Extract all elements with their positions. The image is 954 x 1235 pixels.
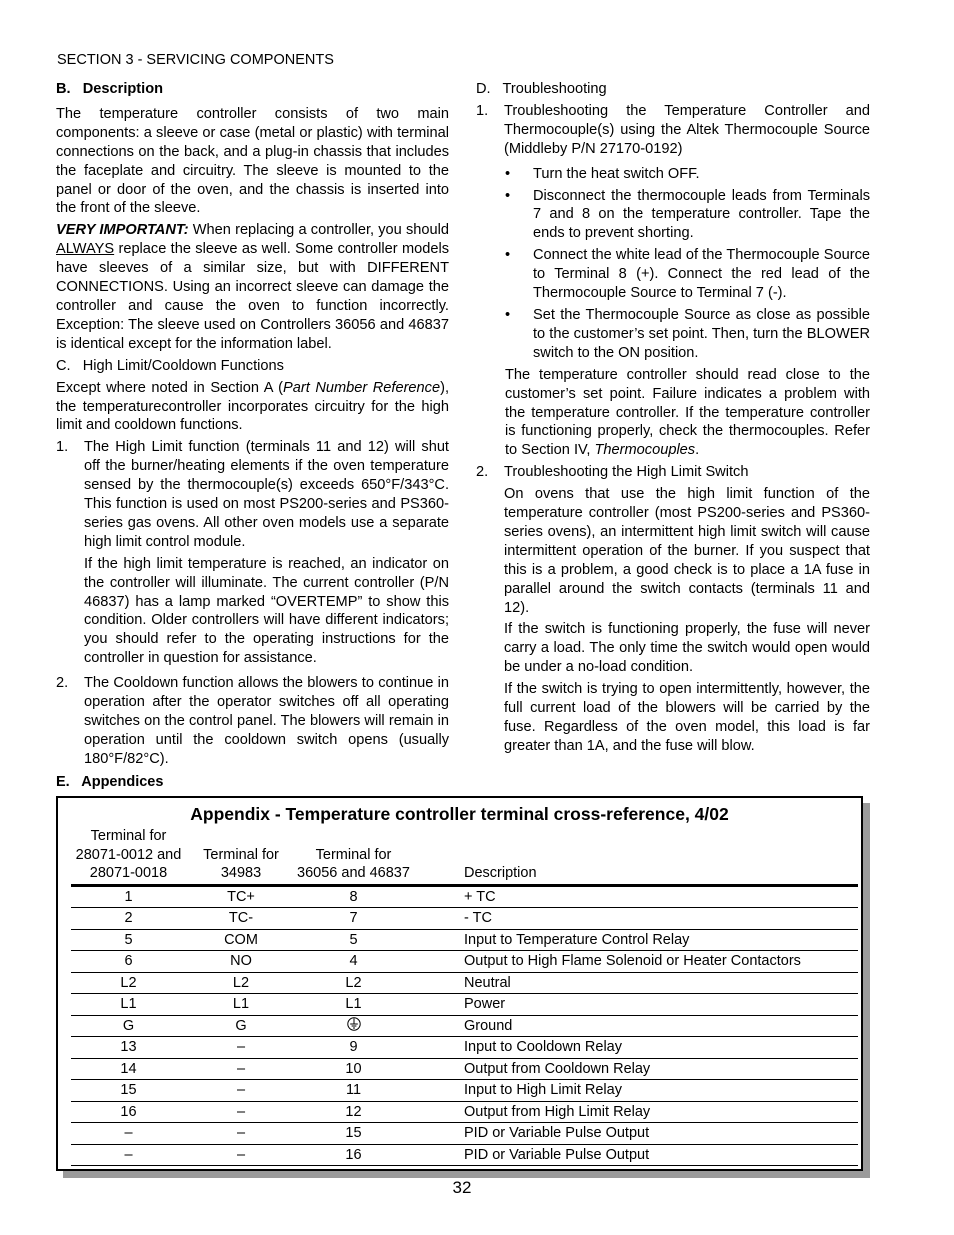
table-row: 1 TC+ 8 + TC	[71, 885, 858, 908]
high-limit-switch-paragraph-1: On ovens that use the high limit function of the temperature controller (most PS200-series and PS360-series ovens), an intermittent high limit switch will cause intermittent operation of the burner. If you suspect that this is a problem, a good check is to place a 1A fuse in parallel around the switch contacts (terminals 11 and 12).	[504, 486, 870, 616]
bullet-icon: •	[505, 165, 511, 182]
ground-icon	[347, 1017, 361, 1035]
column-header: Terminal for 36056 and 46837	[296, 827, 411, 885]
bullet-icon: •	[505, 306, 511, 323]
table-row: – – 15 PID or Variable Pulse Output	[71, 1123, 858, 1145]
troubleshooting-item-1	[476, 102, 870, 162]
troubleshooting-steps	[476, 165, 870, 363]
table-body	[71, 885, 858, 1166]
high-limit-paragraph-2: If the high limit temperature is reached, an indicator on the controller will illuminate. The current controller (P/N 46837) has a lamp marked “OVERTEMP” to show this condition. Older controllers will have different indicators; you should refer to the operating instructions for the controller in question for assistance.	[84, 555, 449, 667]
table-row: 5 COM 5 Input to Temperature Control Relay	[71, 929, 858, 951]
description-paragraph: The temperature controller consists of two main components: a sleeve or case (metal or plastic) with terminal connections on the back, and a plug-in chassis that includes the faceplate and circuitry. The sleeve is mounted to the panel or door of the oven, and the chassis is inserted into the front of the sleeve.	[56, 105, 449, 217]
very-important-paragraph	[56, 221, 449, 353]
right-column	[476, 80, 870, 762]
table-row: 15 – 11 Input to High Limit Relay	[71, 1080, 858, 1102]
cross-reference-table	[71, 827, 858, 1166]
intro-text-2: ), the temperaturecontroller incorporates circuitry for the high limit and cooldown functions.	[56, 379, 449, 434]
table-row: L1 L1 L1 Power	[71, 994, 858, 1016]
column-header: Description	[411, 827, 858, 885]
list-item: • Set the Thermocouple Source as close as possible to the customer’s set point. Then, turn the BLOWER switch to the ON position.	[505, 306, 870, 361]
troubleshooting-item-2	[476, 463, 870, 759]
table-header-row	[71, 827, 858, 885]
bullet-icon: •	[505, 187, 511, 204]
very-important-text-2: replace the sleeve as well. Some controller models have sleeves of a similar size, but with DIFFERENT CONNECTIONS. Using an incorrect sleeve can damage the controller and cause the oven to function incorrectly. Exception: The sleeve used on Controllers 36056 and 46837 is identical except for the information label.	[56, 241, 449, 352]
appendix-box	[56, 796, 863, 1171]
bullet-icon: •	[505, 247, 511, 264]
table-row: G G Ground	[71, 1015, 858, 1037]
left-column	[56, 80, 449, 775]
thermocouples-reference: Thermocouples	[594, 442, 696, 459]
appendices-heading: E. Appendices	[56, 774, 164, 790]
high-limit-item	[56, 438, 449, 671]
ground-cell	[296, 1015, 411, 1037]
troubleshooting-heading: D. Troubleshooting	[476, 81, 607, 97]
high-limit-heading: C. High Limit/Cooldown Functions	[56, 357, 284, 374]
item-number: 2.	[476, 464, 489, 481]
column-header: Terminal for 28071-0012 and 28071-0018	[71, 827, 186, 885]
list-item: • Turn the heat switch OFF.	[505, 165, 700, 182]
part-number-reference: Part Number Reference	[283, 379, 441, 396]
high-limit-paragraph-1: The High Limit function (terminals 11 and 12) will shut off the burner/heating elements if the oven temperature sensed by the thermocouple(s) exceeds 650°F/343°C. This function is used on most PS200-series and PS360-series gas ovens. All other oven models use a separate high limit control module.	[84, 439, 449, 550]
cooldown-item	[56, 674, 449, 772]
table-row: 2 TC- 7 - TC	[71, 908, 858, 930]
table-row: 13 – 9 Input to Cooldown Relay	[71, 1037, 858, 1059]
table-row: 6 NO 4 Output to High Flame Solenoid or Heater Contactors	[71, 951, 858, 973]
table-row: – – 16 PID or Variable Pulse Output	[71, 1144, 858, 1166]
list-item: • Disconnect the thermocouple leads from Terminals 7 and 8 on the temperature controller. Tape the ends to prevent shorting.	[505, 187, 870, 242]
description-heading: B. Description	[56, 81, 164, 97]
list-item: • Connect the white lead of the Thermocouple Source to Terminal 8 (+). Connect the red lead of the Thermocouple Source to Terminal 7 (-).	[505, 247, 870, 302]
section-header: SECTION 3 - SERVICING COMPONENTS	[57, 52, 334, 68]
high-limit-switch-paragraph-2: If the switch is functioning properly, the fuse will never carry a load. The only time the switch would open would be under a no-load condition.	[504, 621, 870, 676]
item-number: 1.	[476, 102, 489, 119]
table-row: L2 L2 L2 Neutral	[71, 972, 858, 994]
item-number: 1.	[56, 439, 69, 456]
very-important-label: VERY IMPORTANT:	[56, 222, 189, 239]
intro-text-1: Except where noted in Section A (	[56, 379, 284, 396]
troubleshooting-item-2-title: Troubleshooting the High Limit Switch	[504, 464, 749, 481]
very-important-text-1: When replacing a controller, you should	[188, 222, 449, 239]
appendix-title: Appendix - Temperature controller terminal cross-reference, 4/02	[190, 804, 729, 824]
troubleshooting-item-1-title: Troubleshooting the Temperature Controller and Thermocouple(s) using the Altek Thermocouple Source (Middleby P/N 27170-0192)	[504, 102, 870, 157]
column-header: Terminal for 34983	[186, 827, 296, 885]
cooldown-paragraph: The Cooldown function allows the blowers to continue in operation after the operator switches off all operating switches on the control panel. The blowers will remain in operation until the cooldown switch opens (usually 180°F/82°C).	[84, 675, 449, 767]
table-row: 14 – 10 Output from Cooldown Relay	[71, 1058, 858, 1080]
page-number: 32	[452, 1178, 472, 1197]
high-limit-intro	[56, 379, 449, 436]
table-row: 16 – 12 Output from High Limit Relay	[71, 1101, 858, 1123]
after-steps-paragraph: The temperature controller should read close to the customer’s set point. Failure indicates a problem with the temperature controller. If the temperature controller is functioning properly, check the thermocouples. Refer to Section IV, Thermocouples.	[505, 366, 870, 459]
always-emphasis: ALWAYS	[56, 241, 115, 258]
item-number: 2.	[56, 675, 69, 692]
high-limit-switch-paragraph-3: If the switch is trying to open intermittently, however, the full current load of the blowers will be carried by the fuse. Regardless of the oven model, this load is far greater than 1A, and the fuse will blow.	[504, 681, 870, 754]
